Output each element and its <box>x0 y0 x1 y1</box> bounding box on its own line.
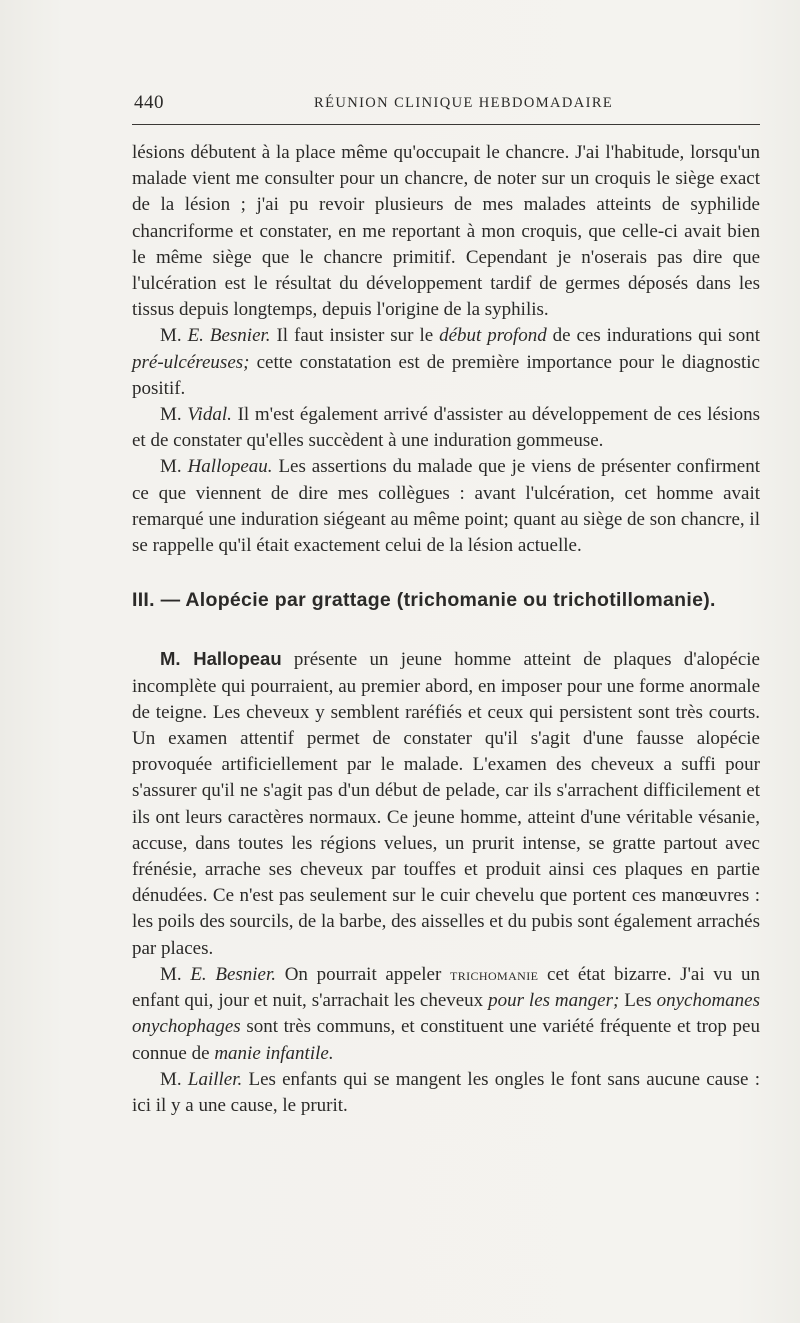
text-run: On pourrait appeler <box>276 963 450 985</box>
speaker-prefix: M. <box>160 963 191 985</box>
text-run: Les enfants qui se mangent les ongles le font sans aucune cause : ici il y a une cause, le prurit. <box>132 1068 760 1116</box>
paragraph-besnier-1 <box>132 323 760 402</box>
body-text <box>132 140 760 1119</box>
text-run: Les <box>619 990 657 1012</box>
text-run: cet état bizarre. J'ai vu un enfant qui, jour et nuit, s'arrachait les cheveux <box>132 963 760 1012</box>
text-run: sont très communs, et constituent une variété fréquente et trop peu connue de <box>132 1016 760 1064</box>
italic-run: début profond <box>439 325 547 347</box>
speaker-name: E. Besnier. <box>187 325 271 347</box>
italic-run: pré-ulcéreuses; <box>132 351 250 373</box>
page-header <box>132 88 760 114</box>
text-run: cette constatation est de première importance pour le diagnostic positif. <box>132 351 760 399</box>
paragraph-hallopeau-1 <box>132 454 760 559</box>
paragraph-lailler <box>132 1067 760 1119</box>
text-run: présente un jeune homme atteint de plaques d'alopécie incomplète qui pourraient, au premier abord, en imposer pour une forme anormale de teigne. Les cheveux y semblent raréfiés et ceux qui persistent sont très courts. Un examen attentif permet de constater qu'il s'agit d'une fausse alopécie provoquée artificiellement par le malade. L'examen des cheveux a suffi pour s'assurer qu'il ne s'agit pas d'un début de pelade, car ils s'arrachent difficilement et ils ont leurs caractères normaux. Ce jeune homme, atteint d'une véritable vésanie, accuse, dans toutes les régions velues, un prurit intense, se gratte partout avec frénésie, arrache ses cheveux par touffes et produit ainsi ces plaques en partie dénudées. Ce n'est pas seulement sur le cuir chevelu que portent ces manœuvres : les poils des sourcils, de la barbe, des aisselles et du pubis sont également arrachés par places. <box>132 649 760 959</box>
italic-run: onychomanes onychophages <box>132 990 760 1038</box>
speaker-name: Lailler. <box>187 1068 243 1090</box>
speaker-name: Vidal. <box>187 404 232 426</box>
text-run: Il faut insister sur le <box>270 325 440 347</box>
speaker-name: Hallopeau. <box>187 456 273 478</box>
header-rule <box>132 124 760 125</box>
paragraph-besnier-2 <box>132 962 760 1067</box>
text-run: de ces indurations qui sont <box>546 325 760 347</box>
paragraph-continuation: lésions débutent à la place même qu'occupait le chancre. J'ai l'habitude, lorsqu'un malade vient me consulter pour un chancre, de noter sur un croquis le siège exact de la lésion ; j'ai pu revoir plusieurs de mes malades atteints de syphilide chancriforme et constater, en me reportant à mon croquis, que celle-ci avait bien le même siège que le chancre primitif. Cependant je n'oserais pas dire que l'ulcération est le résultat du développement tardif de germes déposés dans les tissus depuis longtemps, depuis l'origine de la syphilis. <box>132 142 760 321</box>
text-run: Les assertions du malade que je viens de présenter confirment ce que viennent de dire mes collègues : avant l'ulcération, cet homme avait remarqué une induration siégeant au même point; quant au siège de son chancre, il se rappelle qu'il était exactement celui de la lésion actuelle. <box>132 456 760 557</box>
speaker-prefix: M. <box>160 404 188 426</box>
text-run: Il m'est également arrivé d'assister au développement de ces lésions et de constater qu'elles succèdent à une induration gommeuse. <box>132 404 760 452</box>
page-number: 440 <box>134 92 164 113</box>
paragraph-hallopeau-2 <box>132 646 760 961</box>
italic-run: manie infantile. <box>214 1042 334 1064</box>
section-heading: III. — Alopécie par grattage (trichomanie ou trichotillomanie). <box>132 589 716 612</box>
small-caps-run: trichomanie <box>449 964 539 984</box>
speaker-prefix: M. <box>160 325 188 347</box>
speaker-prefix: M. <box>160 456 188 478</box>
running-head: RÉUNION CLINIQUE HEBDOMADAIRE <box>314 95 614 111</box>
speaker-name: E. Besnier. <box>190 963 277 985</box>
paragraph-vidal <box>132 402 760 454</box>
italic-run: pour les manger; <box>488 990 620 1012</box>
speaker-prefix: M. <box>160 1068 188 1090</box>
speaker-name-bold: M. Hallopeau <box>160 648 282 670</box>
